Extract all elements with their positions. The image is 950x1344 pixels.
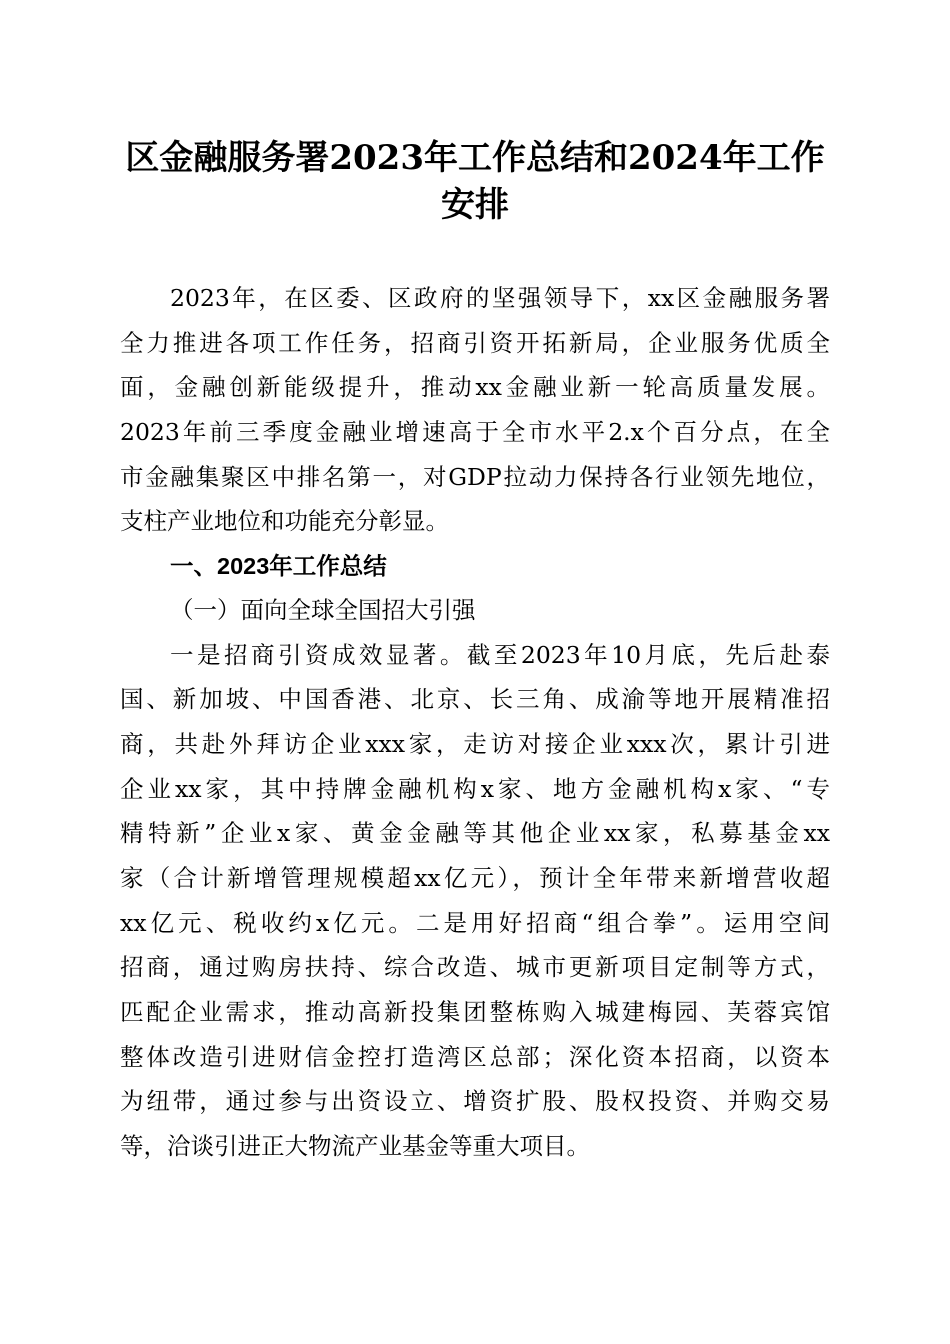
paragraph-line: 国、新加坡、中国香港、北京、长三角、成渝等地开展精准招 [120,685,830,713]
document-title-line2: 安排 [441,185,509,225]
paragraph-line: 市金融集聚区中排名第一，对GDP拉动力保持各行业领先地位， [120,463,830,491]
paragraph-line: 面，金融创新能级提升，推动xx金融业新一轮高质量发展。 [120,373,830,401]
paragraph-line: 为纽带，通过参与出资设立、增资扩股、股权投资、并购交易 [120,1087,830,1115]
paragraph-line: 一是招商引资成效显著。截至2023年10月底，先后赴泰 [170,641,830,669]
subsection-heading: （一）面向全球全国招大引强 [170,596,476,624]
paragraph-line: 2023年，在区委、区政府的坚强领导下，xx区金融服务署 [170,284,830,312]
paragraph-line: 2023年前三季度金融业增速高于全市水平2.x个百分点，在全 [120,418,830,446]
paragraph-line: xx亿元、税收约x亿元。二是用好招商“组合拳”。运用空间 [120,909,830,937]
paragraph-line: 商，共赴外拜访企业xxx家，走访对接企业xxx次，累计引进 [120,730,830,758]
paragraph-line: 企业xx家，其中持牌金融机构x家、地方金融机构x家、“专 [120,775,830,803]
paragraph-line: 匹配企业需求，推动高新投集团整栋购入城建梅园、芙蓉宾馆 [120,998,830,1026]
paragraph-line: 支柱产业地位和功能充分彰显。 [120,507,449,535]
paragraph-line: 家（合计新增管理规模超xx亿元），预计全年带来新增营收超 [120,864,830,892]
paragraph-line: 等，洽谈引进正大物流产业基金等重大项目。 [120,1132,590,1160]
section-heading: 一、2023年工作总结 [170,553,387,579]
paragraph-line: 全力推进各项工作任务，招商引资开拓新局，企业服务优质全 [120,329,830,357]
document-title-line1: 区金融服务署2023年工作总结和2024年工作 [125,138,825,178]
paragraph-line: 招商，通过购房扶持、综合改造、城市更新项目定制等方式， [120,953,830,981]
paragraph-line: 精特新”企业x家、黄金金融等其他企业xx家，私募基金xx [120,819,830,847]
paragraph-line: 整体改造引进财信金控打造湾区总部；深化资本招商，以资本 [120,1043,830,1071]
